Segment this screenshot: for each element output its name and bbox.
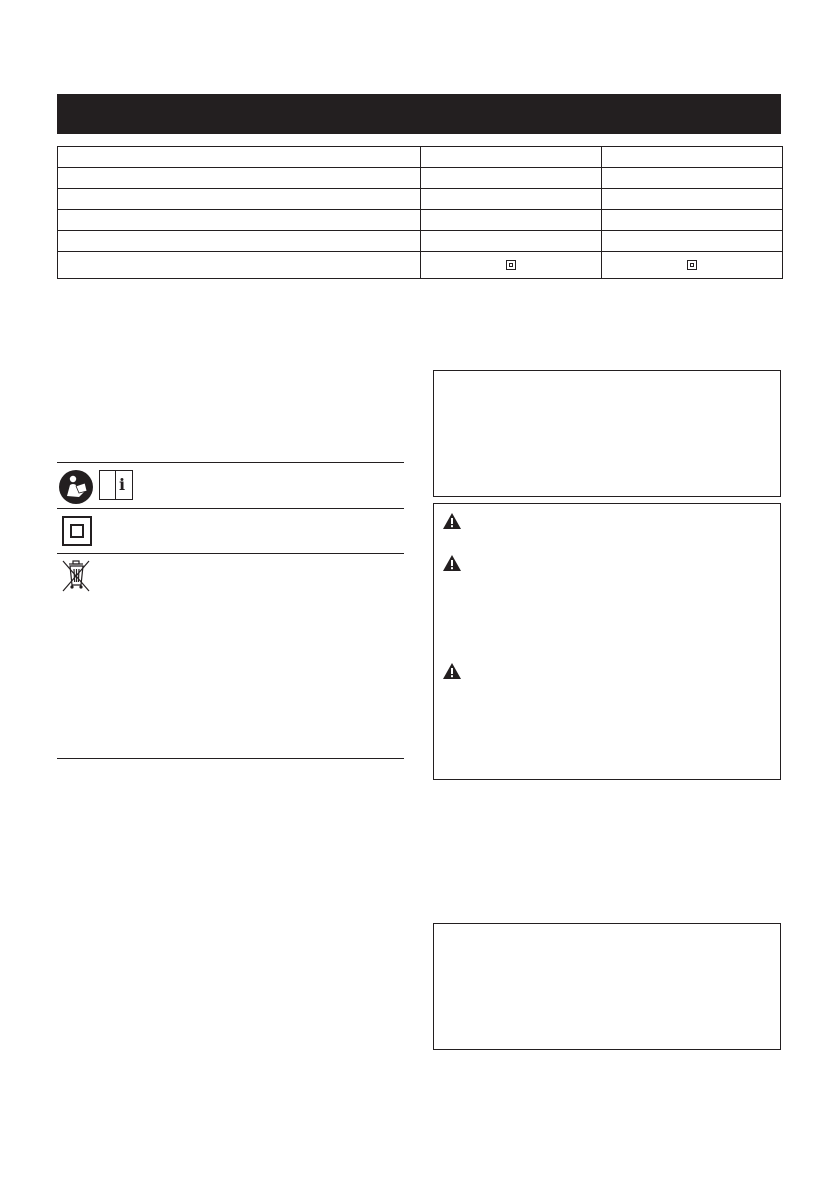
double-insulation-icon: [687, 260, 697, 270]
table-cell: [58, 231, 421, 252]
warning-triangle-icon: [443, 663, 461, 679]
divider: [57, 758, 404, 759]
divider: [57, 553, 404, 554]
table-cell: [58, 252, 421, 279]
warning-triangle-icon: [443, 513, 461, 529]
table-cell: [602, 189, 783, 210]
table-cell: [602, 252, 783, 279]
notice-box: [433, 923, 781, 1050]
table-row: [58, 252, 783, 279]
table-cell: [421, 147, 602, 168]
notice-box: [433, 370, 781, 497]
table-cell: [421, 168, 602, 189]
table-cell: [58, 168, 421, 189]
table-cell: [421, 210, 602, 231]
table-cell: [602, 231, 783, 252]
table-row: [58, 168, 783, 189]
warning-box: [433, 503, 781, 780]
table-cell: [58, 210, 421, 231]
table-row: [58, 210, 783, 231]
specification-table: [57, 146, 783, 279]
table-cell: [58, 147, 421, 168]
double-insulation-icon: [62, 516, 92, 546]
table-cell: [421, 189, 602, 210]
table-row: [58, 231, 783, 252]
table-cell: [602, 210, 783, 231]
divider: [57, 462, 404, 463]
table-cell: [602, 168, 783, 189]
double-insulation-icon: [506, 260, 516, 270]
table-row: [58, 147, 783, 168]
read-manual-icon: [58, 469, 94, 505]
instruction-manual-icon: i: [99, 470, 133, 500]
table-cell: [58, 189, 421, 210]
warning-triangle-icon: [443, 555, 461, 571]
crossed-out-wheelie-bin-icon: [60, 558, 92, 594]
section-header-bar: [57, 94, 781, 134]
divider: [57, 508, 404, 509]
table-cell: [421, 252, 602, 279]
table-cell: [421, 231, 602, 252]
table-cell: [602, 147, 783, 168]
table-row: [58, 189, 783, 210]
